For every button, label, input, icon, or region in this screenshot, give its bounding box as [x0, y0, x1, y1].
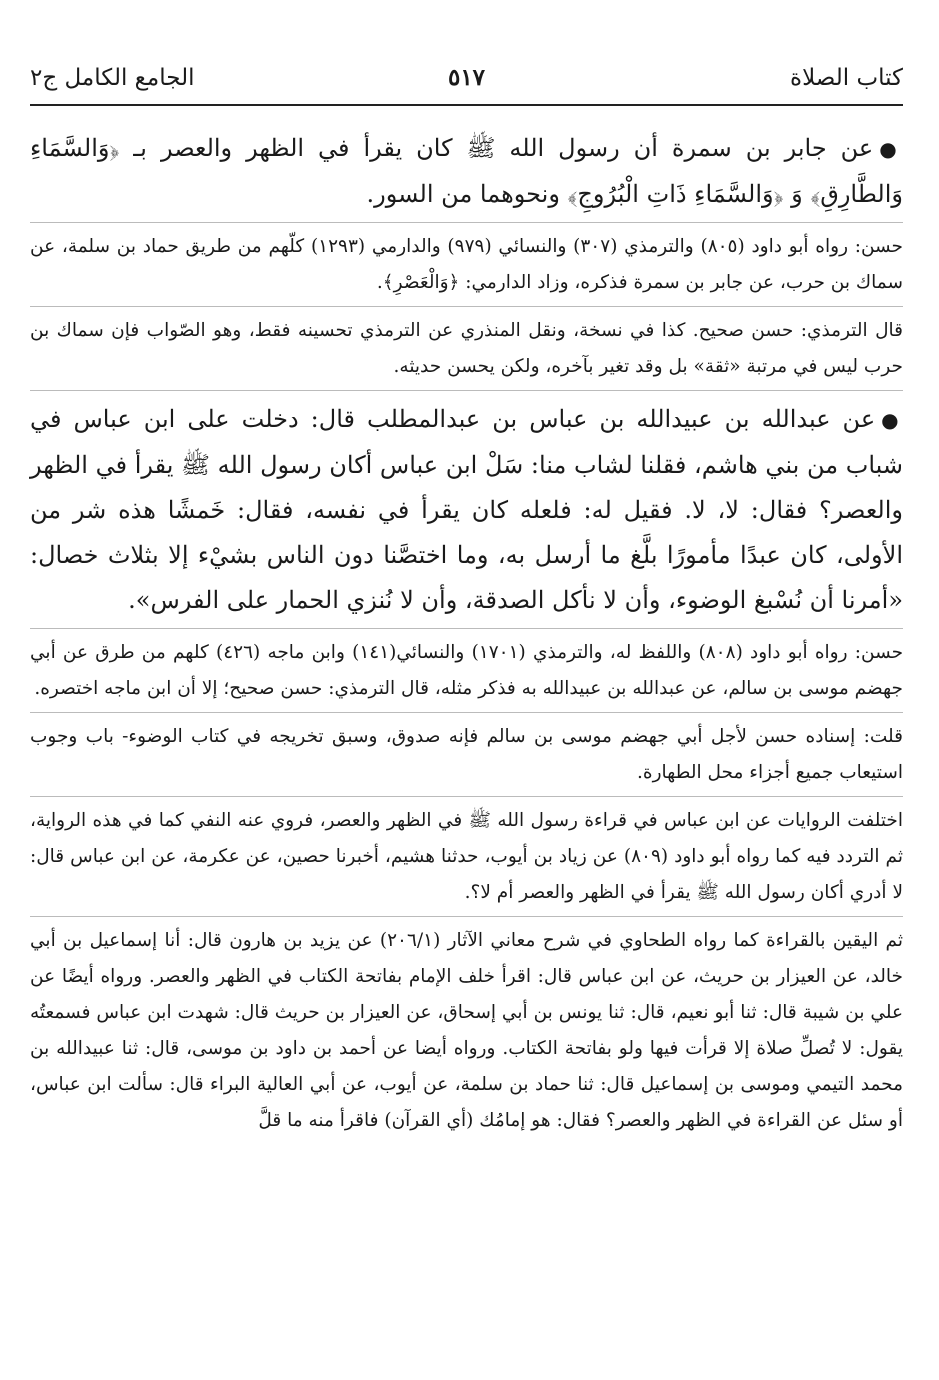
commentary-paragraph: اختلفت الروايات عن ابن عباس في قراءة رسول الله ﷺ في الظهر والعصر، فروي عنه النفي كما في هذه الرواية، ثم التردد فيه كما رواه أبو داود (٨٠٩) عن زياد بن أيوب، حدثنا هشيم، أخبرنا حصين، عن عكرمة، عن ابن عباس قال: لا أدري أكان رسول الله ﷺ يقرأ في الظهر والعصر أم لا؟. [30, 810, 904, 903]
divider [30, 796, 903, 797]
hadith-paragraph [30, 397, 903, 623]
header-book-title: كتاب الصلاة [790, 65, 903, 91]
page-body [30, 126, 903, 1139]
divider [30, 390, 903, 391]
divider [30, 916, 903, 917]
hadith-text: عن عبدالله بن عبيدالله بن عباس بن عبدالمطلب قال: دخلت على ابن عباس في شباب من بني هاشم، فقلنا لشاب منا: سَلْ ابن عباس أكان رسول الله ﷺ يقرأ في الظهر والعصر؟ فقال: لا، لا. فقيل له: فلعله كان يقرأ في نفسه، فقال: خَمشًا هذه شر من الأولى، كان عبدًا مأمورًا بلَّغ ما أرسل به، وما اختصَّنا دون الناس بشيْء إلا بثلاث خصال: «أمرنا أن نُسْبغ الوضوء، وأن لا نأكل الصدقة، وأن لا نُنزي الحمار على الفرس». [29, 405, 904, 614]
divider [30, 222, 903, 223]
bullet-icon: ● [881, 408, 904, 432]
header-rule [30, 104, 903, 106]
header-volume-title: الجامع الكامل ج٢ [30, 65, 195, 91]
commentary-paragraph: قال الترمذي: حسن صحيح. كذا في نسخة، ونقل المنذري عن الترمذي تحسينه فقط، وهو الصّواب فإن سماك بن حرب ليس في مرتبة «ثقة» بل وقد تغير بآخره، ولكن يحسن حديثه. [30, 320, 903, 377]
divider [30, 712, 903, 713]
page-number: ٥١٧ [447, 64, 486, 91]
divider [30, 306, 903, 307]
divider [30, 628, 903, 629]
bullet-icon: ● [879, 137, 903, 161]
takhrij-paragraph: حسن: رواه أبو داود (٨٠٨) واللفظ له، والترمذي (١٧٠١) والنسائي(١٤١) وابن ماجه (٤٢٦) كلهم من طرق عن أبي جهضم موسى بن سالم، عن عبدالله بن عبيدالله به فذكر مثله، قال الترمذي: حسن صحيح؛ إلا أن ابن ماجه اختصره. [30, 642, 904, 699]
takhrij-paragraph: حسن: رواه أبو داود (٨٠٥) والترمذي (٣٠٧) والنسائي (٩٧٩) والدارمي (١٢٩٣) كلّهم من طريق حماد بن سلمة، عن سماك بن حرب، عن جابر بن سمرة فذكره، وزاد الدارمي: ﴿وَالْعَصْرِ﴾. [30, 236, 903, 293]
hadith-text: عن جابر بن سمرة أن رسول الله ﷺ كان يقرأ في الظهر والعصر بـ ﴿وَالسَّمَاءِ وَالطَّارِقِ﴾ وَ ﴿وَالسَّمَاءِ ذَاتِ الْبُرُوجِ﴾ ونحوهما من السور. [30, 134, 903, 208]
commentary-paragraph: ثم اليقين بالقراءة كما رواه الطحاوي في شرح معاني الآثار (٢٠٦/١) عن يزيد بن هارون قال: أنا إسماعيل بن أبي خالد، عن العيزار بن حريث، عن ابن عباس قال: اقرأ خلف الإمام بفاتحة الكتاب في الظهر والعصر. ورواه أيضًا عن علي بن شيبة قال: ثنا أبو نعيم، قال: ثنا يونس بن أبي إسحاق، عن العيزار بن حريث قال: شهدت ابن عباس فسمعتُه يقول: لا تُصلِّ صلاة إلا قرأت فيها ولو بفاتحة الكتاب. ورواه أيضا عن أحمد بن داود بن موسى، قال: ثنا عبيدالله بن محمد التيمي وموسى بن إسماعيل قال: ثنا حماد بن سلمة، عن أيوب، عن أبي العالية البراء قال: سألت ابن عباس، أو سئل عن القراءة في الظهر والعصر؟ فقال: هو إمامُك (أي القرآن) فاقرأ منه ما قلَّ [30, 930, 903, 1131]
hadith-paragraph [30, 126, 903, 217]
page-header [30, 62, 903, 102]
commentary-paragraph: قلت: إسناده حسن لأجل أبي جهضم موسى بن سالم فإنه صدوق، وسبق تخريجه في كتاب الوضوء- باب وجوب استيعاب جميع أجزاء محل الطهارة. [30, 726, 903, 783]
